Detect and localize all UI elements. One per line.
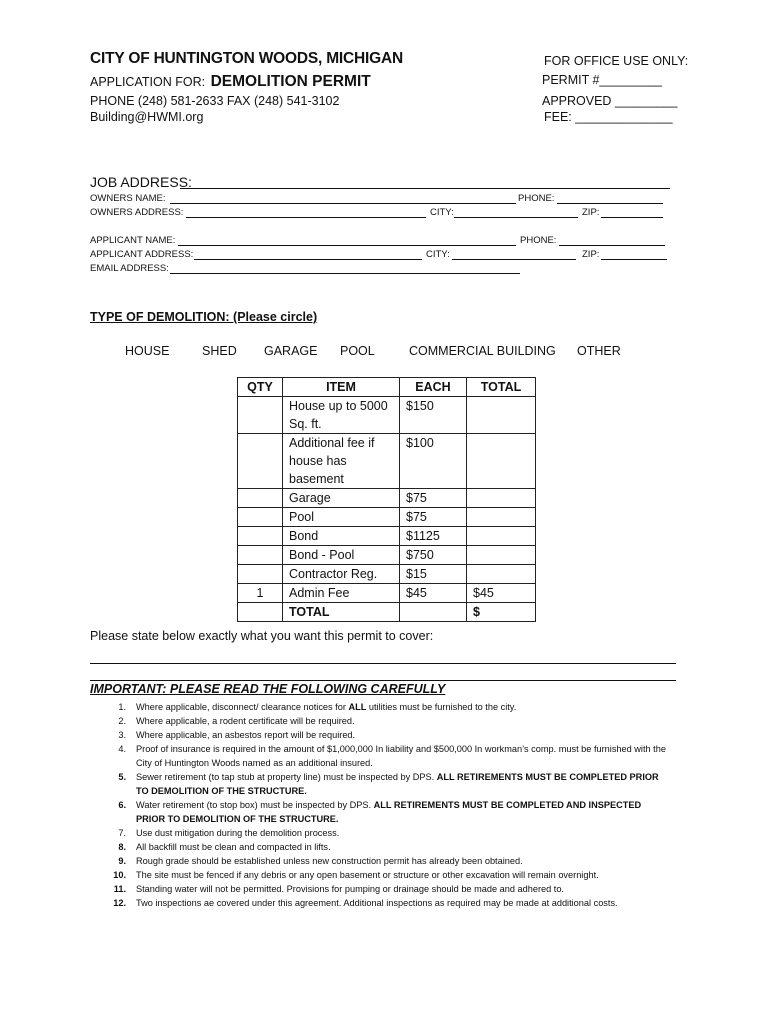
- col-total: TOTAL: [467, 378, 536, 397]
- important-note-item: [112, 742, 672, 770]
- total-cell[interactable]: [467, 565, 536, 584]
- demolition-type-heading: TYPE OF DEMOLITION: (Please circle): [90, 310, 318, 324]
- note-number: 1.: [118, 702, 126, 712]
- important-note-item: [112, 798, 672, 826]
- total-label-cell: TOTAL: [283, 603, 400, 622]
- important-note-item: [112, 896, 672, 910]
- note-text: Sewer retirement (to tap stub at property line) must be inspected by DPS. ALL RETIREMENTS MUST BE COMPLETED PRIOR TO DEMOLITION OF THE STRUCTURE.: [136, 772, 659, 796]
- applicant-zip-label: ZIP:: [582, 249, 600, 260]
- applicant-address-label: APPLICANT ADDRESS:: [90, 249, 194, 260]
- qty-cell[interactable]: [238, 565, 283, 584]
- note-text: Where applicable, disconnect/ clearance notices for ALL utilities must be furnished to the city.: [136, 702, 517, 712]
- demo-type-other[interactable]: OTHER: [577, 344, 621, 358]
- important-note-item: [112, 854, 672, 868]
- note-number: 5.: [118, 772, 126, 782]
- note-number: 4.: [118, 744, 126, 754]
- applicant-name-input[interactable]: [178, 245, 516, 246]
- phone-fax: PHONE (248) 581-2633 FAX (248) 541-3102: [90, 94, 340, 108]
- total-cell[interactable]: [467, 546, 536, 565]
- table-row: [238, 489, 536, 508]
- important-note-item: [112, 868, 672, 882]
- col-each: EACH: [400, 378, 467, 397]
- item-cell: Bond - Pool: [283, 546, 400, 565]
- each-cell: $1125: [400, 527, 467, 546]
- owners-city-input[interactable]: [454, 217, 578, 218]
- table-row: [238, 434, 536, 489]
- owners-zip-input[interactable]: [601, 217, 663, 218]
- email-address-input[interactable]: [170, 273, 520, 274]
- application-for-text: APPLICATION FOR:: [90, 75, 206, 89]
- col-item: ITEM: [283, 378, 400, 397]
- applicant-address-input[interactable]: [194, 259, 422, 260]
- item-cell: Garage: [283, 489, 400, 508]
- item-cell: House up to 5000 Sq. ft.: [283, 397, 400, 434]
- office-use-heading: FOR OFFICE USE ONLY:: [544, 54, 689, 68]
- table-row: [238, 397, 536, 434]
- permit-cover-prompt: Please state below exactly what you want this permit to cover:: [90, 629, 434, 643]
- total-cell[interactable]: [467, 508, 536, 527]
- fee-table: [237, 377, 536, 622]
- job-address-label: JOB ADDRESS:: [90, 174, 192, 190]
- item-cell: Contractor Reg.: [283, 565, 400, 584]
- approved-field[interactable]: APPROVED _________: [542, 94, 678, 108]
- applicant-city-label: CITY:: [426, 249, 450, 260]
- job-address-input[interactable]: [180, 188, 670, 189]
- owners-phone-input[interactable]: [557, 203, 663, 204]
- note-text: All backfill must be clean and compacted in lifts.: [136, 842, 331, 852]
- important-note-item: [112, 840, 672, 854]
- item-cell: Bond: [283, 527, 400, 546]
- each-cell: $150: [400, 397, 467, 434]
- total-cell[interactable]: [467, 489, 536, 508]
- note-number: 6.: [118, 800, 126, 810]
- total-cell[interactable]: [467, 397, 536, 434]
- total-cell[interactable]: [467, 527, 536, 546]
- important-note-item: [112, 770, 672, 798]
- note-text: Where applicable, an asbestos report will be required.: [136, 730, 356, 740]
- important-note-item: [112, 728, 672, 742]
- owners-name-input[interactable]: [170, 203, 516, 204]
- qty-cell[interactable]: [238, 434, 283, 489]
- applicant-phone-label: PHONE:: [520, 235, 557, 246]
- demo-type-garage[interactable]: GARAGE: [264, 344, 318, 358]
- note-text: Use dust mitigation during the demolition process.: [136, 828, 340, 838]
- note-text: Where applicable, a rodent certificate will be required.: [136, 716, 355, 726]
- note-number: 3.: [118, 730, 126, 740]
- each-cell: $100: [400, 434, 467, 489]
- each-cell: [400, 603, 467, 622]
- note-text: Water retirement (to stop box) must be inspected by DPS. ALL RETIREMENTS MUST BE COMPLETED AND INSPECTED PRIOR TO DEMOLITION OF THE STRUCTURE.: [136, 800, 642, 824]
- item-cell: Pool: [283, 508, 400, 527]
- total-cell[interactable]: [467, 434, 536, 489]
- demo-type-house[interactable]: HOUSE: [125, 344, 170, 358]
- note-text: Proof of insurance is required in the amount of $1,000,000 In liability and $500,000 In workman’s comp. must be furnished with the City of Huntington Woods named as an additional insured.: [136, 744, 666, 768]
- owners-address-input[interactable]: [186, 217, 426, 218]
- note-text: Two inspections ae covered under this agreement. Additional inspections as required may be made at additional costs.: [136, 898, 618, 908]
- col-qty: QTY: [238, 378, 283, 397]
- applicant-phone-input[interactable]: [559, 245, 665, 246]
- owners-phone-label: PHONE:: [518, 193, 555, 204]
- owners-address-label: OWNERS ADDRESS:: [90, 207, 184, 218]
- qty-cell[interactable]: 1: [238, 584, 283, 603]
- note-number: 10.: [113, 870, 126, 880]
- note-text: The site must be fenced if any debris or any open basement or structure or other excavation will remain overnight.: [136, 870, 599, 880]
- table-row: [238, 584, 536, 603]
- application-for-label: [90, 73, 371, 91]
- each-cell: $75: [400, 508, 467, 527]
- each-cell: $45: [400, 584, 467, 603]
- demo-type-pool[interactable]: POOL: [340, 344, 375, 358]
- note-number: 8.: [118, 842, 126, 852]
- qty-cell[interactable]: [238, 546, 283, 565]
- email-address-label: EMAIL ADDRESS:: [90, 263, 169, 274]
- note-number: 11.: [113, 884, 126, 894]
- important-heading: IMPORTANT: PLEASE READ THE FOLLOWING CAREFULLY: [90, 682, 446, 696]
- total-cell[interactable]: $45: [467, 584, 536, 603]
- permit-number-field[interactable]: PERMIT #_________: [542, 73, 662, 87]
- qty-cell[interactable]: [238, 397, 283, 434]
- table-row-total: [238, 603, 536, 622]
- department-email[interactable]: Building@HWMI.org: [90, 110, 204, 124]
- fee-table-header: [238, 378, 536, 397]
- applicant-name-label: APPLICANT NAME:: [90, 235, 176, 246]
- note-text: Rough grade should be established unless new construction permit has already been obtained.: [136, 856, 523, 866]
- note-text: Standing water will not be permitted. Provisions for pumping or drainage should be made and adhered to.: [136, 884, 564, 894]
- item-cell: Admin Fee: [283, 584, 400, 603]
- owners-name-label: OWNERS NAME:: [90, 193, 166, 204]
- applicant-city-input[interactable]: [452, 259, 576, 260]
- item-cell: Additional fee if house has basement: [283, 434, 400, 489]
- each-cell: $750: [400, 546, 467, 565]
- note-number: 2.: [118, 716, 126, 726]
- table-row: [238, 508, 536, 527]
- important-note-item: [112, 882, 672, 896]
- each-cell: $15: [400, 565, 467, 584]
- owners-zip-label: ZIP:: [582, 207, 600, 218]
- table-row: [238, 546, 536, 565]
- owners-city-label: CITY:: [430, 207, 454, 218]
- demo-type-commercial-building[interactable]: COMMERCIAL BUILDING: [409, 344, 556, 358]
- important-note-item: [112, 826, 672, 840]
- demo-type-shed[interactable]: SHED: [202, 344, 237, 358]
- note-number: 12.: [113, 898, 126, 908]
- permit-cover-line-2[interactable]: [90, 680, 676, 681]
- table-row: [238, 565, 536, 584]
- important-notes-list: [112, 700, 672, 910]
- qty-cell[interactable]: [238, 527, 283, 546]
- qty-cell[interactable]: [238, 508, 283, 527]
- important-note-item: [112, 700, 672, 714]
- grand-total-cell[interactable]: $: [467, 603, 536, 622]
- qty-cell[interactable]: [238, 489, 283, 508]
- fee-field[interactable]: FEE: ______________: [544, 110, 673, 124]
- note-number: 9.: [118, 856, 126, 866]
- permit-cover-line-1[interactable]: [90, 663, 676, 664]
- qty-cell: [238, 603, 283, 622]
- table-row: [238, 527, 536, 546]
- city-title: CITY OF HUNTINGTON WOODS, MICHIGAN: [90, 50, 403, 67]
- application-type: DEMOLITION PERMIT: [210, 73, 371, 90]
- note-number: 7.: [118, 828, 126, 838]
- each-cell: $75: [400, 489, 467, 508]
- important-note-item: [112, 714, 672, 728]
- applicant-zip-input[interactable]: [601, 259, 667, 260]
